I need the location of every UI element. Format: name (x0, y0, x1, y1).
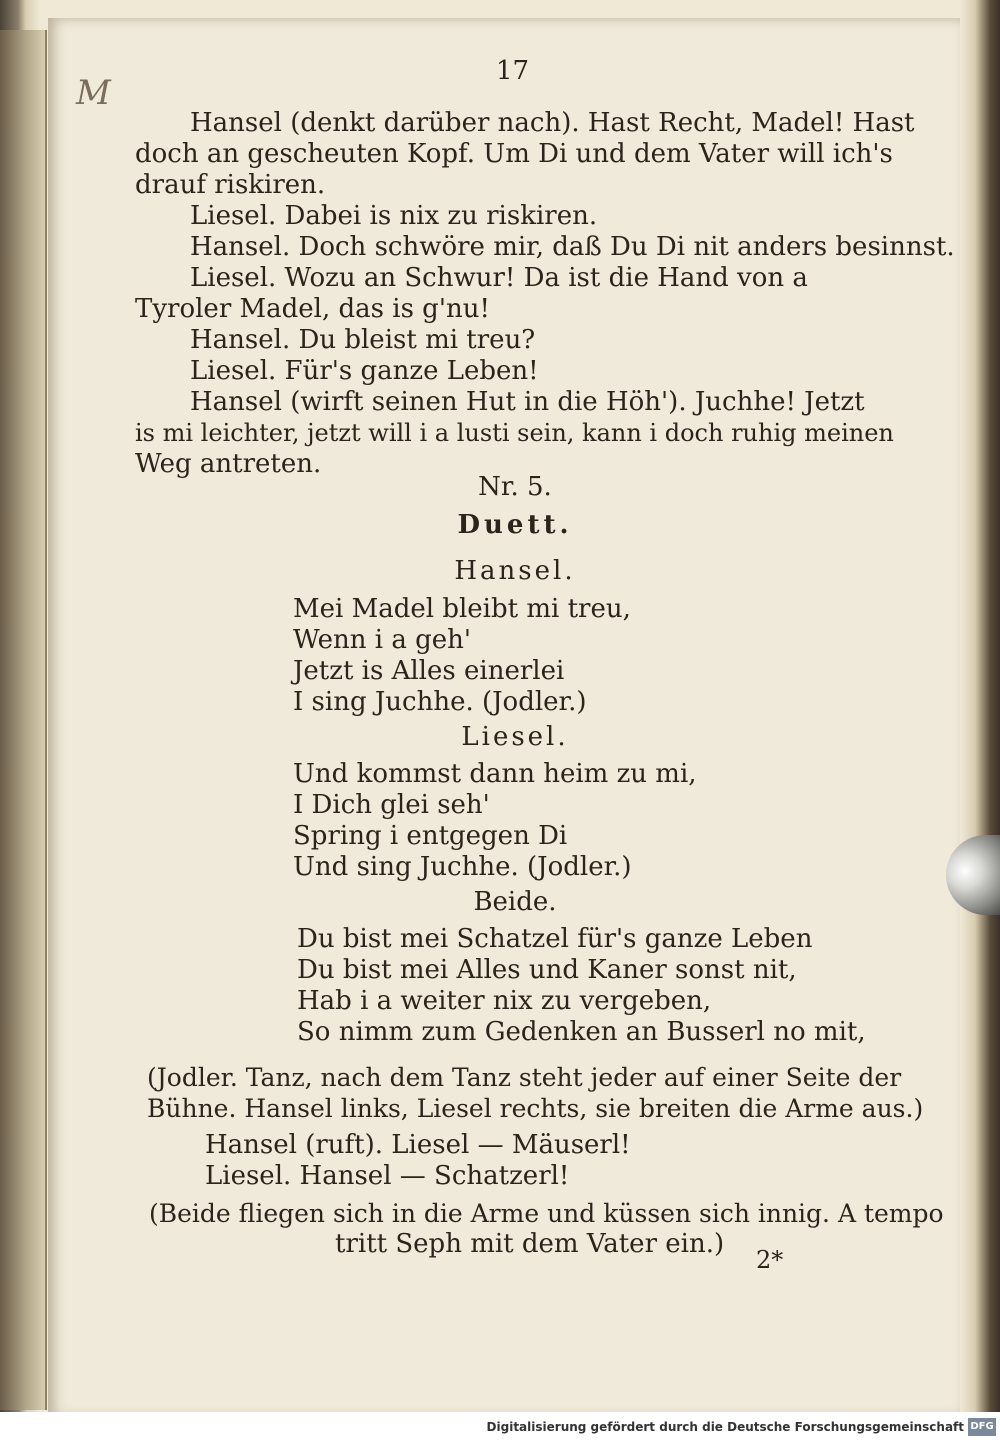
text-line: Liesel. Für's ganze Leben! (190, 356, 539, 386)
stage-direction: tritt Seph mit dem Vater ein.) (335, 1229, 725, 1259)
text-line: Weg antreten. (135, 449, 322, 479)
verse-line: Und kommst dann heim zu mi, (293, 759, 697, 789)
verse-line: I Dich glei seh' (293, 790, 490, 820)
dfg-logo-icon: DFG (968, 1418, 996, 1436)
text-line: is mi leichter, jetzt will i a lusti sein, kann i doch ruhig meinen (135, 419, 894, 447)
left-page-edge (0, 30, 47, 1410)
verse-line: I sing Juchhe. (Jodler.) (293, 687, 587, 717)
text-line: Hansel (denkt darüber nach). Hast Recht, Madel! Hast (190, 108, 915, 138)
stage-direction: Bühne. Hansel links, Liesel rechts, sie breiten die Arme aus.) (147, 1094, 924, 1123)
text-line: drauf riskiren. (135, 170, 326, 200)
text-line: Liesel. Wozu an Schwur! Da ist die Hand von a (190, 263, 808, 293)
signature-mark: 2* (756, 1246, 784, 1274)
margin-note: M (76, 73, 111, 113)
verse-line: Spring i entgegen Di (293, 821, 568, 851)
speaker-heading-liesel: Liesel. (461, 722, 569, 752)
speaker-heading-hansel: Hansel. (454, 556, 576, 586)
verse-line: Du bist mei Schatzel für's ganze Leben (297, 924, 813, 954)
stage-direction: (Beide fliegen sich in die Arme und küssen sich innig. A tempo (149, 1199, 944, 1228)
text-line: Hansel (wirft seinen Hut in die Höh'). Juchhe! Jetzt (190, 387, 865, 417)
verse-line: Hab i a weiter nix zu vergeben, (297, 986, 712, 1016)
text-line: Hansel (ruft). Liesel — Mäuserl! (205, 1130, 631, 1160)
verse-line: Du bist mei Alles und Kaner sonst nit, (297, 955, 797, 985)
text-line: doch an gescheuten Kopf. Um Di und dem Vater will ich's (135, 139, 893, 169)
text-line: Hansel. Du bleist mi treu? (190, 325, 536, 355)
footer-bar (0, 1412, 1000, 1444)
footer-credit: Digitalisierung gefördert durch die Deutsche Forschungsgemeinschaft (486, 1420, 964, 1434)
section-number: Nr. 5. (478, 472, 552, 502)
verse-line: So nimm zum Gedenken an Busserl no mit, (297, 1017, 866, 1047)
section-title: Duett. (457, 510, 573, 540)
page-number: 17 (496, 56, 530, 86)
speaker-heading-beide: Beide. (473, 887, 557, 917)
verse-line: Jetzt is Alles einerlei (293, 656, 565, 686)
verse-line: Wenn i a geh' (293, 625, 472, 655)
text-line: Liesel. Dabei is nix zu riskiren. (190, 201, 598, 231)
verse-line: Und sing Juchhe. (Jodler.) (293, 852, 632, 882)
stage-direction: (Jodler. Tanz, nach dem Tanz steht jeder auf einer Seite der (147, 1063, 902, 1092)
text-line: Hansel. Doch schwöre mir, daß Du Di nit anders besinnst. (190, 232, 955, 262)
text-line: Tyroler Madel, das is g'nu! (135, 294, 490, 324)
text-line: Liesel. Hansel — Schatzerl! (205, 1161, 570, 1191)
verse-line: Mei Madel bleibt mi treu, (293, 594, 631, 624)
